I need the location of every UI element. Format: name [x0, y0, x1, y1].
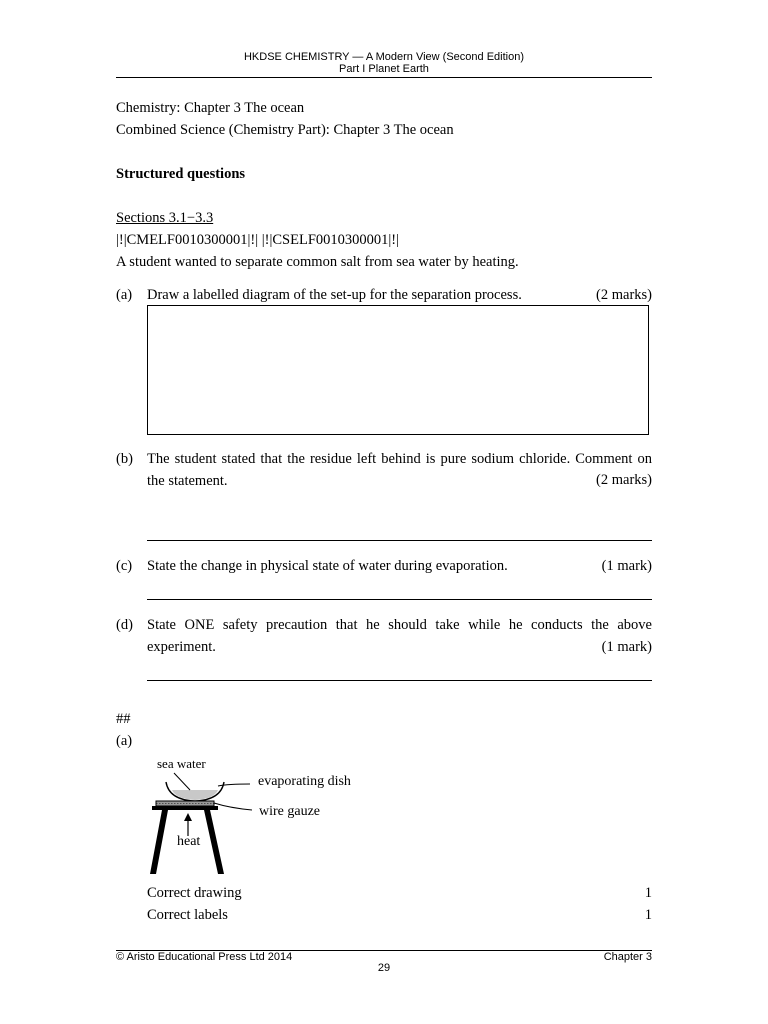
answer-line-b[interactable] [147, 540, 652, 541]
marking-labels-mark: 1 [644, 907, 652, 923]
section-heading: Structured questions [116, 166, 246, 182]
question-d-marks: (1 mark) [601, 639, 652, 655]
question-b-label: (b) [116, 451, 133, 467]
question-b-text: The student stated that the residue left behind is pure sodium chloride. Comment on the statement. [147, 451, 652, 489]
question-stem: A student wanted to separate common salt from sea water by heating. [116, 254, 519, 270]
page-number: 29 [377, 962, 391, 974]
tripod-leg-right [204, 810, 224, 874]
heat-arrow-head [184, 813, 192, 821]
footer-chapter: Chapter 3 [603, 951, 652, 963]
question-d-text: State ONE safety precaution that he should take while he conducts the above experiment. [147, 617, 652, 655]
question-a-marks: (2 marks) [596, 287, 652, 303]
answer-line-c[interactable] [147, 599, 652, 600]
question-d-label: (d) [116, 617, 133, 633]
header-rule [116, 77, 652, 78]
answer-a-label: (a) [116, 733, 133, 749]
question-c-marks: (1 mark) [601, 558, 652, 574]
answer-line-d[interactable] [147, 680, 652, 681]
apparatus-diagram [140, 750, 380, 880]
sections-ref: Sections 3.1−3.3 [116, 210, 214, 226]
drawing-box[interactable] [147, 305, 649, 435]
label-heat: heat [177, 834, 201, 849]
question-b-marks: (2 marks) [596, 472, 652, 488]
book-part: Part I Planet Earth [339, 63, 429, 75]
question-a-text: Draw a labelled diagram of the set-up for the separation process. [147, 287, 522, 303]
question-c-text: State the change in physical state of water during evaporation. [147, 558, 508, 574]
book-title: HKDSE CHEMISTRY — A Modern View (Second Edition) [243, 51, 524, 63]
label-evaporating-dish: evaporating dish [258, 774, 351, 789]
question-code: |!|CMELF0010300001|!| |!|CSELF0010300001|!| [116, 232, 400, 248]
label-sea-water: sea water [157, 756, 206, 771]
chapter-chemistry: Chemistry: Chapter 3 The ocean [116, 100, 305, 116]
tripod-leg-left [150, 810, 168, 874]
answer-marker: ## [116, 711, 131, 727]
chapter-combined: Combined Science (Chemistry Part): Chapter 3 The ocean [116, 122, 454, 138]
marking-drawing: Correct drawing [147, 885, 242, 901]
marking-drawing-mark: 1 [644, 885, 652, 901]
tripod-top [152, 806, 218, 810]
label-wire-gauze: wire gauze [259, 804, 321, 819]
question-a-label: (a) [116, 287, 133, 303]
footer-copyright: © Aristo Educational Press Ltd 2014 [116, 951, 293, 963]
marking-labels: Correct labels [147, 907, 228, 923]
question-c-label: (c) [116, 558, 133, 574]
